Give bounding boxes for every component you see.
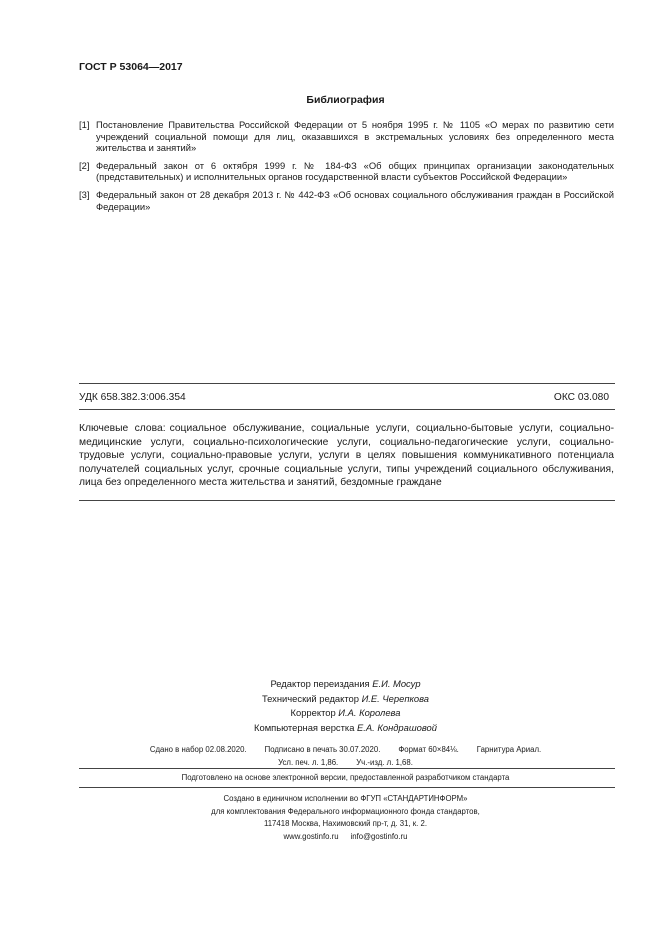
credit-role: Корректор <box>290 707 336 718</box>
ref-text: Постановление Правительства Российской Федерации от 5 ноября 1995 г. № 1105 «О мерах по развитию сети учреждений социальной помощи для лиц, оказавшихся в экстремальных условиях без определенного места жительства и занятий» <box>96 119 614 154</box>
credit-name: Е.А. Кондрашовой <box>357 721 437 733</box>
credit-role: Редактор переиздания <box>270 678 370 689</box>
credits-block <box>0 677 661 735</box>
print-pub-sheets: Уч.-изд. л. 1,68. <box>356 758 413 767</box>
publisher-contacts <box>30 831 661 844</box>
divider-mid <box>79 409 615 410</box>
ref-text: Федеральный закон от 6 октября 1999 г. № 184-ФЗ «Об общих принципах организации законодательных (представительных) и исполнительных органов государственной власти субъектов Российской Федерации» <box>96 159 614 183</box>
publisher-email-link[interactable]: info@gostinfo.ru <box>350 831 408 841</box>
keywords-block <box>79 422 614 490</box>
print-info-line <box>30 743 661 756</box>
publisher-website-link[interactable]: www.gostinfo.ru <box>283 831 339 841</box>
keywords-text: социальное обслуживание, социальные услуги, социально-бытовые услуги, социально-медицинские услуги, социально-психологические услуги, социально-педагогические услуги, социально-трудовые услуги, социально-правовые услуги, услуги в целях повышения коммуникативного потенциала получателей социальных услуг, срочные социальные услуги, типы учреждений социального обслуживания, лица без определенного места жительства и занятий, бездомные граждане <box>79 423 614 489</box>
publisher-block <box>0 793 661 843</box>
divider-top <box>79 383 615 384</box>
publisher-address: 117418 Москва, Нахимовский пр-т, д. 31, к. 2. <box>263 819 428 828</box>
standard-code: ГОСТ Р 53064—2017 <box>79 61 183 73</box>
credit-name: Е.И. Мосур <box>372 678 421 689</box>
print-typeface: Гарнитура Ариал. <box>476 745 542 754</box>
print-sheets: Усл. печ. л. 1,86. <box>278 758 339 767</box>
bibliography-title: Библиография <box>306 94 385 106</box>
print-date-signed: Подписано в печать 30.07.2020. <box>264 745 381 754</box>
bibliography-list <box>79 119 614 218</box>
print-format: Формат 60×84⅛. <box>398 745 459 754</box>
udk-code: УДК 658.382.3:006.354 <box>79 392 186 403</box>
credit-line <box>30 721 661 736</box>
credit-name: И.А. Королева <box>338 707 401 718</box>
print-date-typeset: Сдано в набор 02.08.2020. <box>149 745 247 754</box>
ref-text: Федеральный закон от 28 декабря 2013 г. № 442-ФЗ «Об основах социального обслуживания граждан в Российской Федерации» <box>96 188 614 212</box>
divider-keywords <box>79 500 615 501</box>
bibliography-item <box>79 160 614 183</box>
print-info <box>0 743 661 769</box>
credit-role: Технический редактор <box>261 692 359 704</box>
credit-line <box>30 677 661 692</box>
bibliography-item <box>79 189 614 212</box>
bibliography-item <box>79 119 614 154</box>
divider-print <box>79 768 615 769</box>
oks-code: ОКС 03.080 <box>553 392 609 403</box>
divider-publisher <box>79 787 615 788</box>
ref-number: [2] <box>79 159 90 171</box>
credit-line <box>30 692 661 707</box>
credit-role: Компьютерная верстка <box>254 721 355 733</box>
credit-line <box>30 706 661 721</box>
publisher-line: Создано в единичном исполнении во ФГУП «СТАНДАРТИНФОРМ» <box>223 794 468 803</box>
prepared-note: Подготовлено на основе электронной версии, предоставленной разработчиком стандарта <box>181 773 510 782</box>
ref-number: [1] <box>79 119 90 130</box>
credit-name: И.Е. Черепкова <box>361 692 430 704</box>
ref-number: [3] <box>79 188 90 200</box>
keywords-label: Ключевые слова: <box>79 423 166 434</box>
publisher-line: для комплектования Федерального информационного фонда стандартов, <box>211 806 480 816</box>
